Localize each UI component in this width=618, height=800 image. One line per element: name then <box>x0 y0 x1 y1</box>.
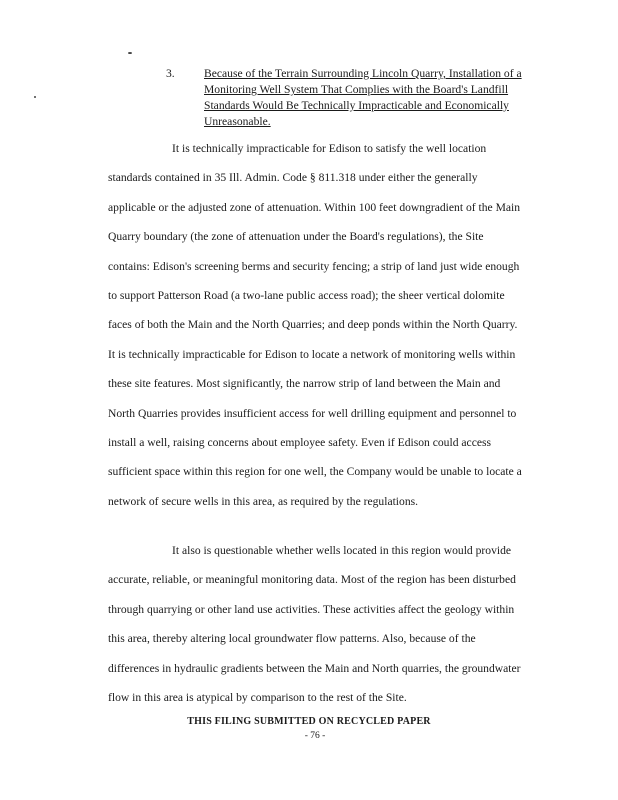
recycled-paper-notice: THIS FILING SUBMITTED ON RECYCLED PAPER <box>187 716 431 727</box>
paragraph-2: It also is questionable whether wells located in this region would provide accurate, reliable, or meaningful monitoring data. Most of the region has been disturbed through quarrying or other land use activities. These activities affect the geology within this area, thereby altering local groundwater flow patterns. Also, because of the differences in hydraulic gradients between the Main and North quarries, the groundwater flow in this area is atypical by comparison to the rest of the Site. <box>108 544 521 705</box>
section-heading-text: Because of the Terrain Surrounding Lincoln Quarry, Installation of a Monitoring Well System That Complies with the Board's Landfill Standards Would Be Technically Impracticable and Economically Unreasonable. <box>204 67 522 128</box>
section-number: 3. <box>166 67 175 80</box>
paragraph-1: It is technically impracticable for Edison to satisfy the well location standards contained in 35 Ill. Admin. Code § 811.318 under either the generally applicable or the adjusted zone of attenuation. Within 100 feet downgradient of the Main Quarry boundary (the zone of attenuation under the Board's regulations), the Site contains: Edison's screening berms and security fencing; a strip of land just wide enough to support Patterson Road (a two-lane public access road); the sheer vertical dolomite faces of both the Main and the North Quarries; and deep ponds within the North Quarry. It is technically impracticable for Edison to locate a network of monitoring wells within these site features. Most significantly, the narrow strip of land between the Main and North Quarries provides insufficient access for well drilling equipment and personnel to install a well, raising concerns about employee safety. Even if Edison could access sufficient space within this region for one well, the Company would be unable to locate a network of secure wells in this area, as required by the regulations. <box>108 142 522 508</box>
scan-speck <box>128 52 132 54</box>
page-number: - 76 - <box>304 731 326 741</box>
scan-speck <box>34 96 36 98</box>
